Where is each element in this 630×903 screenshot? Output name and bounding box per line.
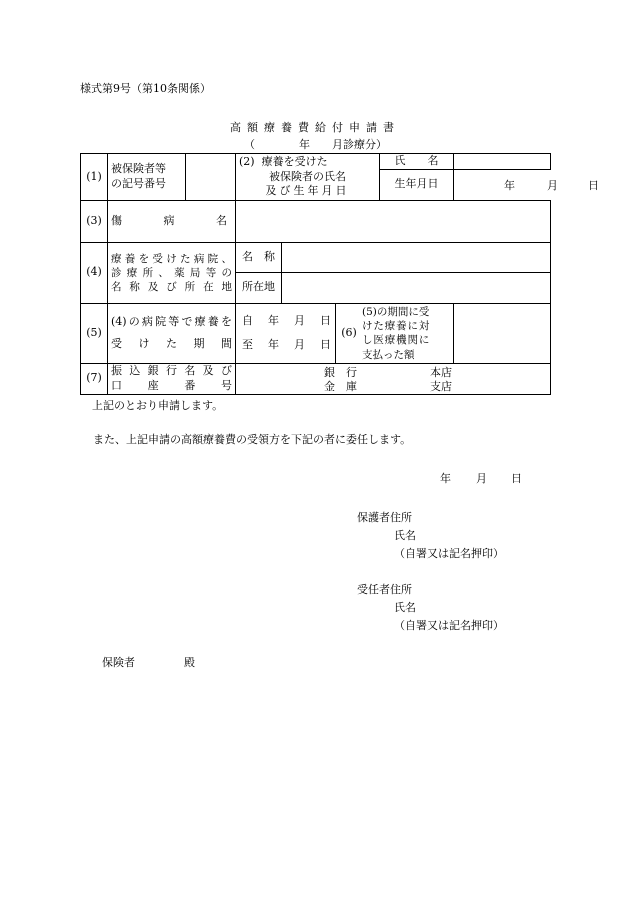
row3-number: (3) <box>81 200 108 242</box>
amount-paid-field[interactable] <box>454 303 551 363</box>
patient-label-line3: 及び生年月日 <box>265 184 350 198</box>
patient-name-field[interactable] <box>454 154 551 170</box>
period-to: 至 年 月 日 <box>242 338 333 352</box>
insurer-label: 保険者 <box>102 656 135 669</box>
apply-statement: 上記のとおり申請します。 <box>92 399 224 412</box>
agent-name-label: 氏名 <box>394 601 416 614</box>
row4-number: (4) <box>81 242 108 303</box>
row7-number: (7) <box>81 363 108 394</box>
insured-id-label-line2: の記号番号 <box>111 176 166 190</box>
bank-label <box>108 363 236 394</box>
guardian-seal-note: （自署又は記名押印） <box>394 547 504 560</box>
patient-label-line1: 療養を受けた <box>261 154 328 168</box>
period-from: 自 年 月 日 <box>242 313 333 327</box>
guardian-address-label: 保護者住所 <box>357 511 412 524</box>
treatment-period-label-line1: (4)の病院等で療養を <box>111 314 232 328</box>
diagnosis-field[interactable] <box>236 200 551 242</box>
facility-address-label: 所在地 <box>236 272 282 303</box>
depot-label: 金 庫 <box>324 379 357 393</box>
birthdate-label: 生年月日 <box>380 169 454 200</box>
main-branch-label: 本店 <box>430 365 452 379</box>
birth-month-label: 月 <box>547 178 559 192</box>
facility-label <box>108 242 236 303</box>
facility-address-field[interactable] <box>282 272 551 303</box>
application-date-month: 月 <box>476 472 487 485</box>
row1-number: (1) <box>81 154 108 201</box>
amount-paid-label-line3: し医療機関に <box>362 334 430 347</box>
guardian-name-label: 氏名 <box>394 529 416 542</box>
treatment-period-label <box>108 303 236 363</box>
bank-label-line1: 振込銀行名及び <box>111 363 232 377</box>
facility-name-field[interactable] <box>282 242 551 272</box>
treatment-period-label-line2: 受けた期間 <box>111 337 232 351</box>
amount-paid-label-line2: けた療養に対 <box>362 320 430 333</box>
amount-paid-label-line4: 支払った額 <box>362 348 415 361</box>
facility-name-label: 名 称 <box>236 242 282 272</box>
insured-id-field[interactable] <box>186 154 236 201</box>
row2-number: (2) <box>239 154 255 168</box>
patient-label <box>236 154 380 201</box>
name-label: 氏 名 <box>380 154 454 170</box>
form-number: 様式第9号（第10条関係） <box>80 82 211 95</box>
application-date-day: 日 <box>511 472 522 485</box>
facility-label-line1: 療養を受けた病院、 <box>111 252 232 265</box>
insured-id-label-line1: 被保険者等 <box>111 162 166 176</box>
row6-number: (6) <box>341 325 357 339</box>
amount-paid-label-line1: (5)の期間に受 <box>362 306 430 318</box>
document-subtitle: （ 年 月診療分） <box>244 138 387 151</box>
honorific: 殿 <box>184 656 195 669</box>
sub-branch-label: 支店 <box>430 379 452 393</box>
application-date-year: 年 <box>440 472 451 485</box>
amount-paid-label <box>336 303 454 363</box>
facility-label-line3: 名称及び所在地 <box>111 280 232 293</box>
diagnosis-label: 傷 病 名 <box>108 200 236 242</box>
birthdate-field[interactable] <box>454 169 600 200</box>
treatment-period-field[interactable] <box>236 303 336 363</box>
document-title: 高額療養費給付申請書 <box>230 121 400 134</box>
facility-label-line2: 診療所、薬局等の <box>111 266 232 279</box>
bank-label-line2: 口座番号 <box>111 378 232 392</box>
insured-id-label <box>108 154 186 201</box>
patient-label-line2: 被保険者の氏名 <box>269 169 346 183</box>
agent-seal-note: （自署又は記名押印） <box>394 619 504 632</box>
application-form-table <box>80 153 600 395</box>
birth-year-label: 年 <box>504 178 516 192</box>
delegation-statement: また、上記申請の高額療養費の受領方を下記の者に委任します。 <box>93 433 412 446</box>
row5-number: (5) <box>81 303 108 363</box>
bank-label-text: 銀 行 <box>324 365 357 379</box>
birth-day-label: 日 <box>588 178 600 192</box>
agent-address-label: 受任者住所 <box>357 583 412 596</box>
bank-account-field[interactable] <box>236 363 551 394</box>
